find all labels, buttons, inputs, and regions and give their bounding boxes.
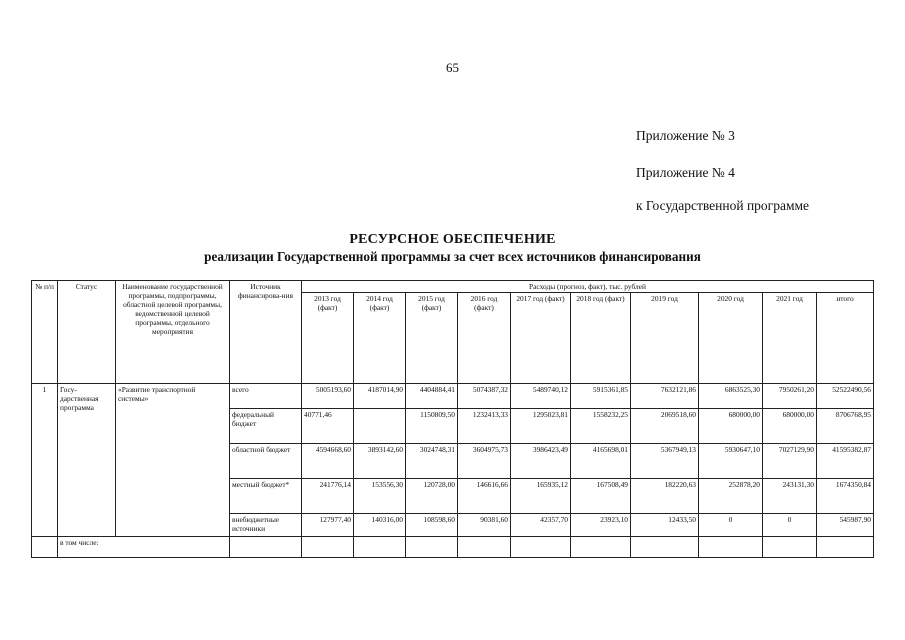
header-year: 2016 год (факт) (458, 293, 511, 384)
source-cell: внебюджетные источники (230, 514, 302, 537)
value-cell: 153556,30 (354, 479, 406, 514)
header-status: Статус (58, 281, 116, 384)
source-cell: федеральный бюджет (230, 409, 302, 444)
value-cell: 23923,10 (571, 514, 631, 537)
empty-cell (763, 537, 817, 558)
header-year: 2021 год (763, 293, 817, 384)
annex-line-1: Приложение № 3 (636, 128, 735, 143)
program-name: «Развитие транспортной системы» (116, 384, 230, 537)
header-total: итого (817, 293, 874, 384)
value-cell: 40771,46 (302, 409, 354, 444)
header-year: 2020 год (699, 293, 763, 384)
value-cell: 140316,00 (354, 514, 406, 537)
empty-cell (631, 537, 699, 558)
header-year: 2014 год (факт) (354, 293, 406, 384)
value-cell: 4187014,90 (354, 384, 406, 409)
value-cell: 165935,12 (511, 479, 571, 514)
value-cell: 127977,40 (302, 514, 354, 537)
header-year: 2015 год (факт) (406, 293, 458, 384)
including-label: в том числе: (58, 537, 230, 558)
value-cell: 42357,70 (511, 514, 571, 537)
source-cell: всего (230, 384, 302, 409)
value-cell: 108598,60 (406, 514, 458, 537)
value-cell: 90381,60 (458, 514, 511, 537)
value-cell: 3893142,60 (354, 444, 406, 479)
value-cell: 4594668,60 (302, 444, 354, 479)
value-cell: 41595382,87 (817, 444, 874, 479)
source-cell: местный бюджет* (230, 479, 302, 514)
program-num: 1 (32, 384, 58, 537)
value-cell: 5930647,10 (699, 444, 763, 479)
value-cell: 5915361,85 (571, 384, 631, 409)
value-cell: 4404884,41 (406, 384, 458, 409)
value-cell: 2069518,60 (631, 409, 699, 444)
empty-cell (32, 537, 58, 558)
header-name: Наименование государственной программы, подпрограммы, областной целевой программы, ведомственной целевой программы, отдельного мероприятия (116, 281, 230, 384)
header-num: № п/п (32, 281, 58, 384)
empty-cell (511, 537, 571, 558)
value-cell: 1295023,81 (511, 409, 571, 444)
empty-cell (817, 537, 874, 558)
source-cell: областной бюджет (230, 444, 302, 479)
value-cell: 1674350,84 (817, 479, 874, 514)
value-cell: 5489740,12 (511, 384, 571, 409)
empty-cell (699, 537, 763, 558)
value-cell: 167508,49 (571, 479, 631, 514)
annex-line-2: Приложение № 4 (636, 165, 735, 180)
annex-line-3: к Государственной программе (636, 198, 810, 213)
value-cell: 5074387,32 (458, 384, 511, 409)
value-cell: 241776,14 (302, 479, 354, 514)
value-cell: 5005193,60 (302, 384, 354, 409)
value-cell: 8706768,95 (817, 409, 874, 444)
value-cell: 3024748,31 (406, 444, 458, 479)
table-row (32, 537, 874, 558)
header-year: 2013 год (факт) (302, 293, 354, 384)
empty-cell (354, 537, 406, 558)
value-cell: 52522490,56 (817, 384, 874, 409)
value-cell: 0 (699, 514, 763, 537)
document-subtitle: реализации Государственной программы за счет всех источников финансирования (204, 249, 701, 264)
empty-cell (458, 537, 511, 558)
empty-cell (571, 537, 631, 558)
value-cell: 3604975,73 (458, 444, 511, 479)
value-cell: 6863525,30 (699, 384, 763, 409)
value-cell: 1558232,25 (571, 409, 631, 444)
header-row-1 (32, 281, 874, 293)
resource-table (31, 280, 874, 558)
empty-cell (406, 537, 458, 558)
value-cell: 3986423,49 (511, 444, 571, 479)
header-year: 2018 год (факт) (571, 293, 631, 384)
value-cell: 5367949,13 (631, 444, 699, 479)
value-cell: 0 (763, 514, 817, 537)
value-cell: 545987,90 (817, 514, 874, 537)
value-cell: 243131,30 (763, 479, 817, 514)
value-cell: 146616,66 (458, 479, 511, 514)
value-cell: 120728,00 (406, 479, 458, 514)
program-status: Госу-дарственная программа (58, 384, 116, 537)
header-source: Источник финансирова-ния (230, 281, 302, 384)
value-cell: 7632121,86 (631, 384, 699, 409)
value-cell: 1232413,33 (458, 409, 511, 444)
empty-cell (302, 537, 354, 558)
value-cell (354, 409, 406, 444)
empty-cell (230, 537, 302, 558)
value-cell: 252878,20 (699, 479, 763, 514)
page-number: 65 (446, 60, 459, 75)
document-title: РЕСУРСНОЕ ОБЕСПЕЧЕНИЕ (349, 232, 556, 247)
value-cell: 7027129,90 (763, 444, 817, 479)
value-cell: 7950261,20 (763, 384, 817, 409)
value-cell: 680000,00 (763, 409, 817, 444)
value-cell: 182220,63 (631, 479, 699, 514)
value-cell: 4165698,01 (571, 444, 631, 479)
header-year: 2019 год (631, 293, 699, 384)
header-year: 2017 год (факт) (511, 293, 571, 384)
table-row (32, 384, 874, 409)
header-expenses: Расходы (прогноз, факт), тыс. рублей (302, 281, 874, 293)
value-cell: 12433,50 (631, 514, 699, 537)
value-cell: 680000,00 (699, 409, 763, 444)
value-cell: 1150809,50 (406, 409, 458, 444)
